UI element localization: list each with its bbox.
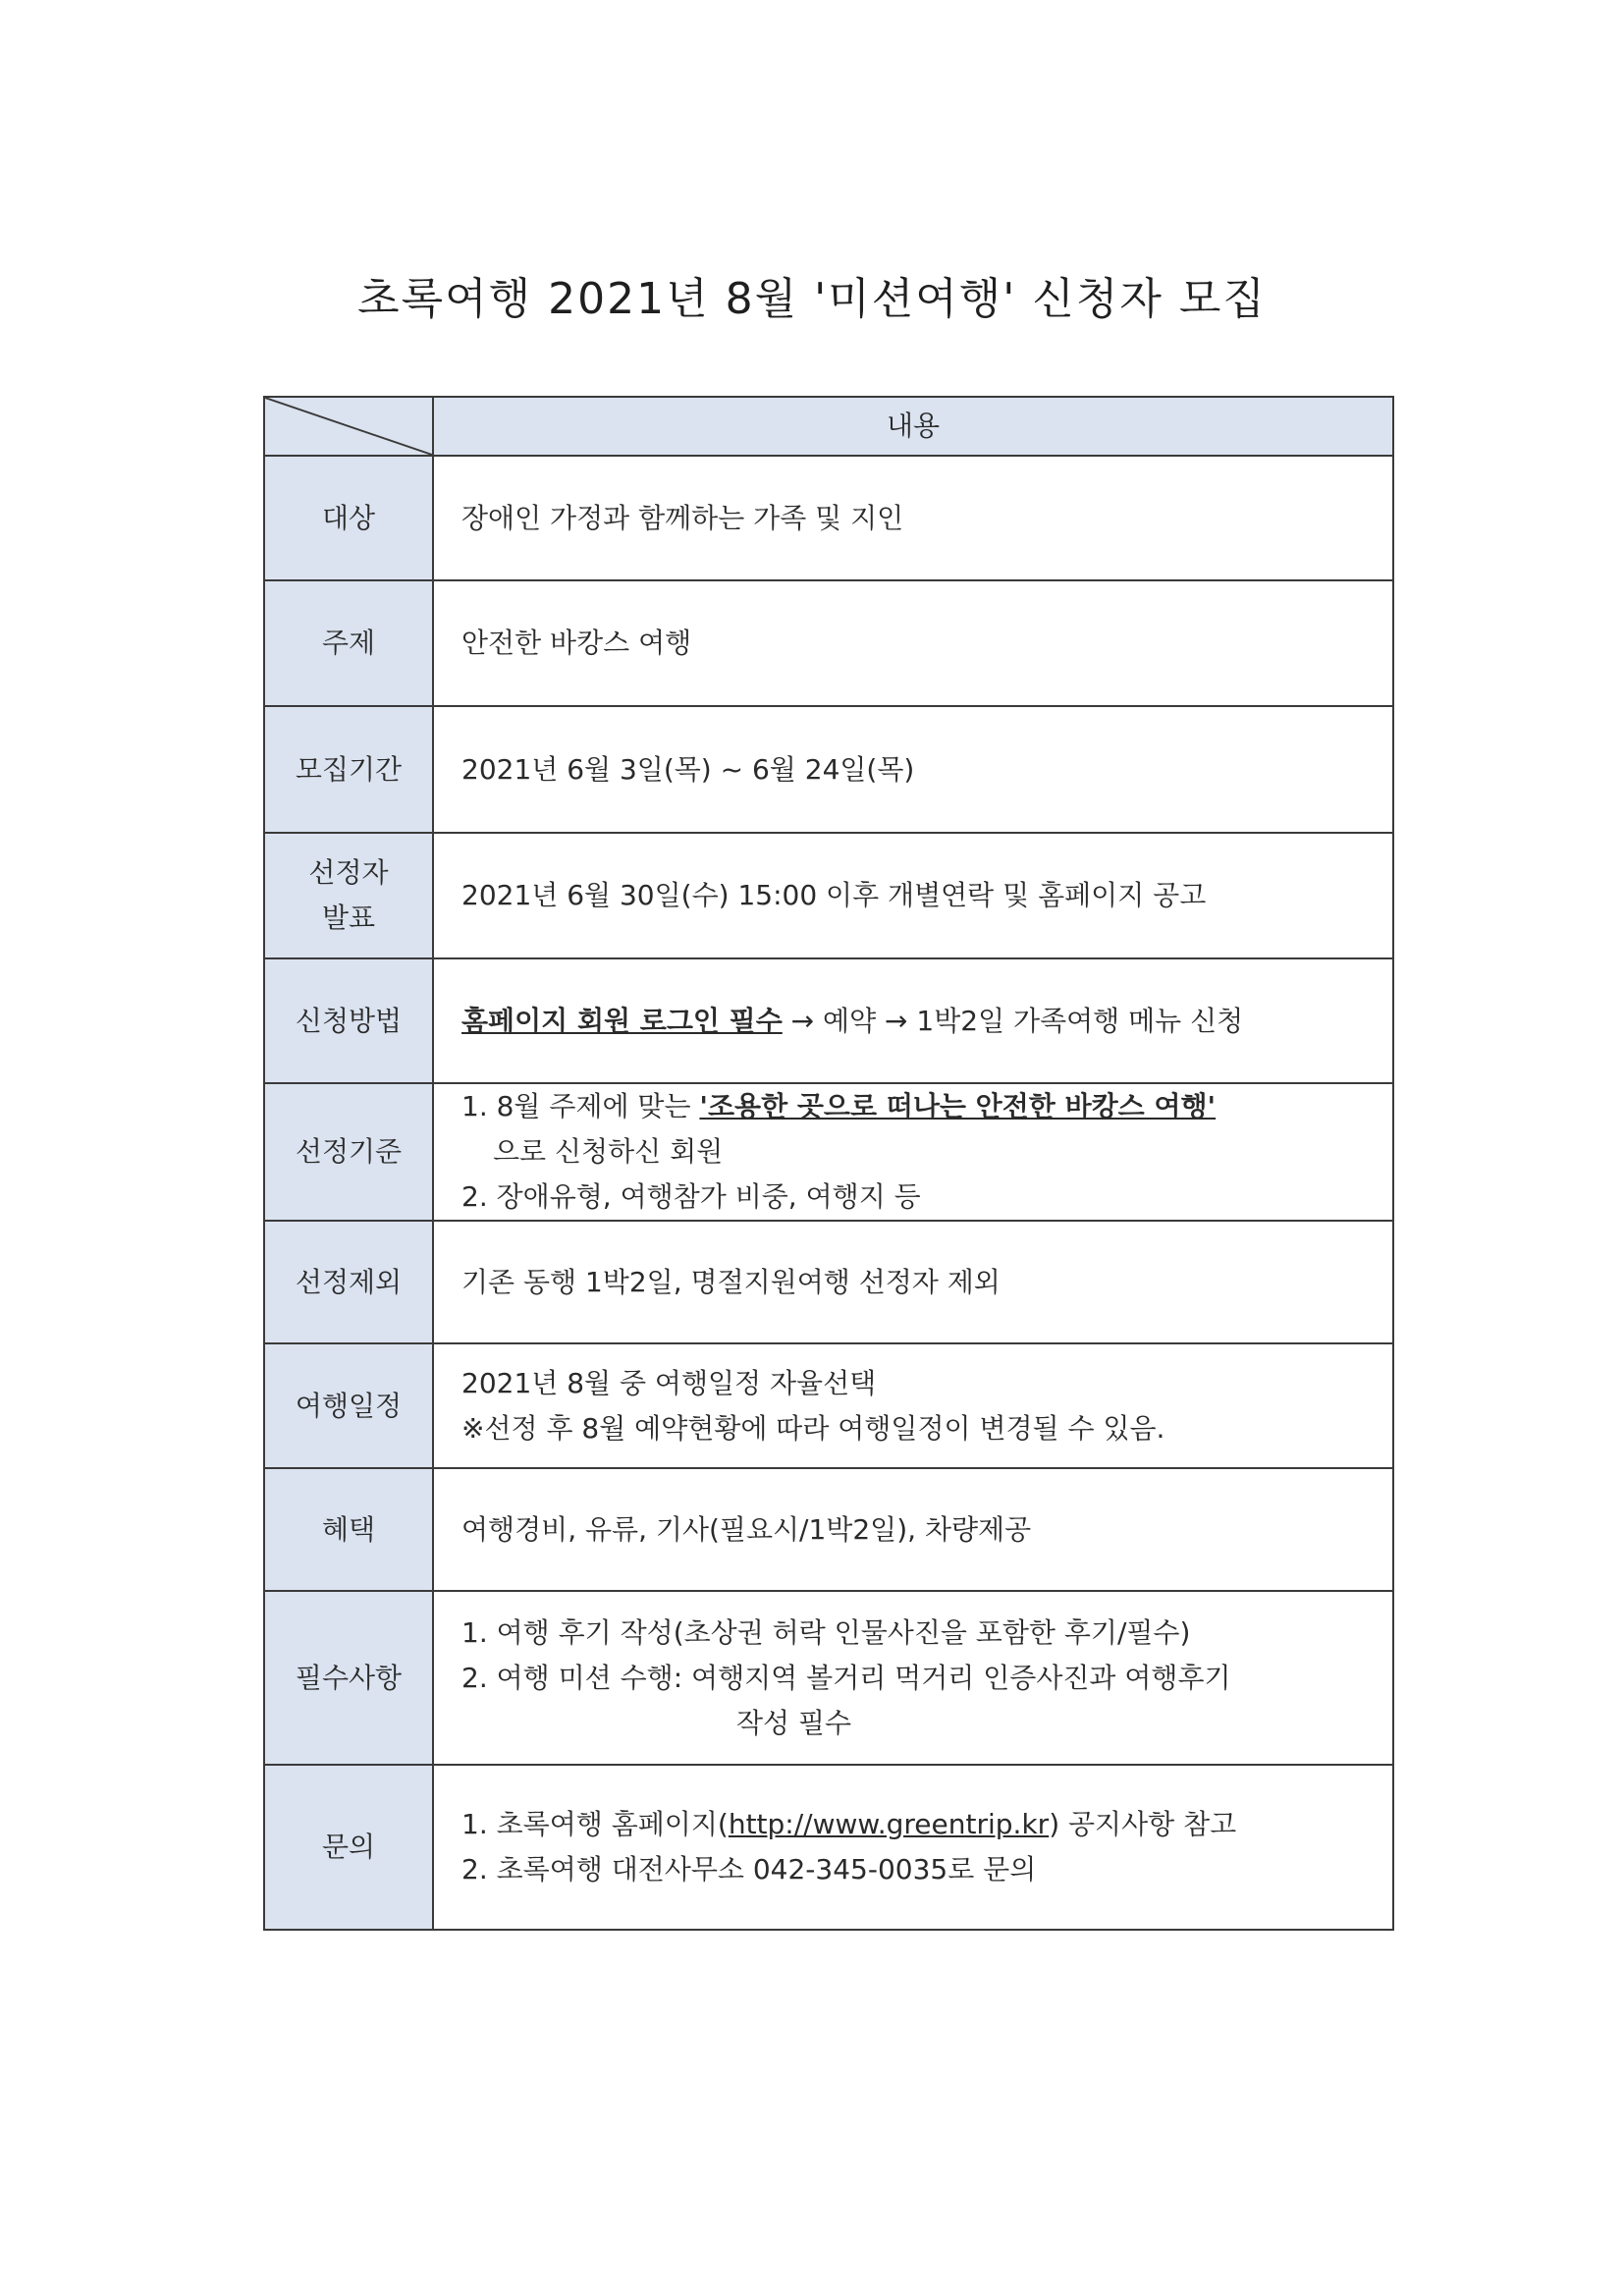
content-text: 1. 초록여행 홈페이지( bbox=[461, 1808, 729, 1840]
table-row bbox=[264, 580, 1393, 706]
content-line: 작성 필수 bbox=[736, 1706, 852, 1739]
row-content bbox=[433, 1591, 1393, 1765]
row-content bbox=[433, 958, 1393, 1083]
content-text: ) 공지사항 참고 bbox=[1049, 1808, 1237, 1840]
row-label: 필수사항 bbox=[264, 1591, 433, 1765]
content-line bbox=[461, 1084, 1365, 1129]
row-content bbox=[433, 580, 1393, 706]
content-line: ※선정 후 8월 예약현황에 따라 여행일정이 변경될 수 있음. bbox=[461, 1411, 1165, 1445]
row-label: 선정기준 bbox=[264, 1083, 433, 1221]
row-label: 대상 bbox=[264, 456, 433, 580]
content-line: 2. 장애유형, 여행참가 비중, 여행지 등 bbox=[461, 1180, 921, 1213]
content-column-header: 내용 bbox=[433, 397, 1393, 456]
table-row bbox=[264, 1591, 1393, 1765]
row-label: 모집기간 bbox=[264, 706, 433, 833]
row-label-line: 선정자 bbox=[308, 856, 389, 889]
row-label: 여행일정 bbox=[264, 1343, 433, 1468]
emphasized-text: '조용한 곳으로 떠나는 안전한 바캉스 여행' bbox=[699, 1090, 1217, 1122]
table-row bbox=[264, 1221, 1393, 1343]
diagonal-line bbox=[265, 398, 432, 455]
content-line bbox=[461, 999, 1365, 1044]
table-row bbox=[264, 1083, 1393, 1221]
content-line: 1. 여행 후기 작성(초상권 허락 인물사진을 포함한 후기/필수) bbox=[461, 1615, 1191, 1649]
content-line: 2021년 6월 30일(수) 15:00 이후 개별연락 및 홈페이지 공고 bbox=[461, 879, 1207, 911]
row-label: 문의 bbox=[264, 1765, 433, 1930]
content-text: → 예약 → 1박2일 가족여행 메뉴 신청 bbox=[782, 1004, 1244, 1037]
content-line: 2. 초록여행 대전사무소 042-345-0035로 문의 bbox=[461, 1853, 1037, 1886]
table-row bbox=[264, 1343, 1393, 1468]
row-label: 주제 bbox=[264, 580, 433, 706]
content-line: 2021년 6월 3일(목) ~ 6월 24일(목) bbox=[461, 752, 915, 786]
table-row bbox=[264, 456, 1393, 580]
row-content bbox=[433, 1221, 1393, 1343]
content-line bbox=[461, 1802, 1365, 1847]
content-line: 2021년 8월 중 여행일정 자율선택 bbox=[461, 1366, 877, 1399]
homepage-link[interactable]: http://www.greentrip.kr bbox=[728, 1808, 1050, 1840]
table-header-row bbox=[264, 397, 1393, 456]
table-row bbox=[264, 1765, 1393, 1930]
table-row bbox=[264, 706, 1393, 833]
header-corner-cell bbox=[264, 397, 433, 456]
row-label: 신청방법 bbox=[264, 958, 433, 1083]
row-content bbox=[433, 1343, 1393, 1468]
emphasized-text: 홈페이지 회원 로그인 필수 bbox=[461, 1004, 783, 1037]
row-content bbox=[433, 1083, 1393, 1221]
row-label: 선정제외 bbox=[264, 1221, 433, 1343]
row-content bbox=[433, 706, 1393, 833]
content-line: 기존 동행 1박2일, 명절지원여행 선정자 제외 bbox=[461, 1265, 1001, 1298]
content-line: 장애인 가정과 함께하는 가족 및 지인 bbox=[461, 501, 904, 534]
content-line: 여행경비, 유류, 기사(필요시/1박2일), 차량제공 bbox=[461, 1512, 1032, 1546]
content-line: 으로 신청하신 회원 bbox=[493, 1135, 724, 1168]
content-line: 2. 여행 미션 수행: 여행지역 볼거리 먹거리 인증사진과 여행후기 bbox=[461, 1661, 1231, 1694]
table-row bbox=[264, 958, 1393, 1083]
row-content bbox=[433, 1468, 1393, 1591]
content-text: 1. 8월 주제에 맞는 bbox=[461, 1090, 700, 1122]
row-content bbox=[433, 833, 1393, 958]
row-label bbox=[264, 833, 433, 958]
row-content bbox=[433, 456, 1393, 580]
table-row bbox=[264, 1468, 1393, 1591]
page-title: 초록여행 2021년 8월 '미션여행' 신청자 모집 bbox=[357, 274, 1267, 324]
row-label: 혜택 bbox=[264, 1468, 433, 1591]
row-content bbox=[433, 1765, 1393, 1930]
content-line: 안전한 바캉스 여행 bbox=[461, 627, 692, 659]
row-label-line: 발표 bbox=[321, 902, 376, 934]
table-row bbox=[264, 833, 1393, 958]
notice-table bbox=[263, 396, 1394, 1931]
